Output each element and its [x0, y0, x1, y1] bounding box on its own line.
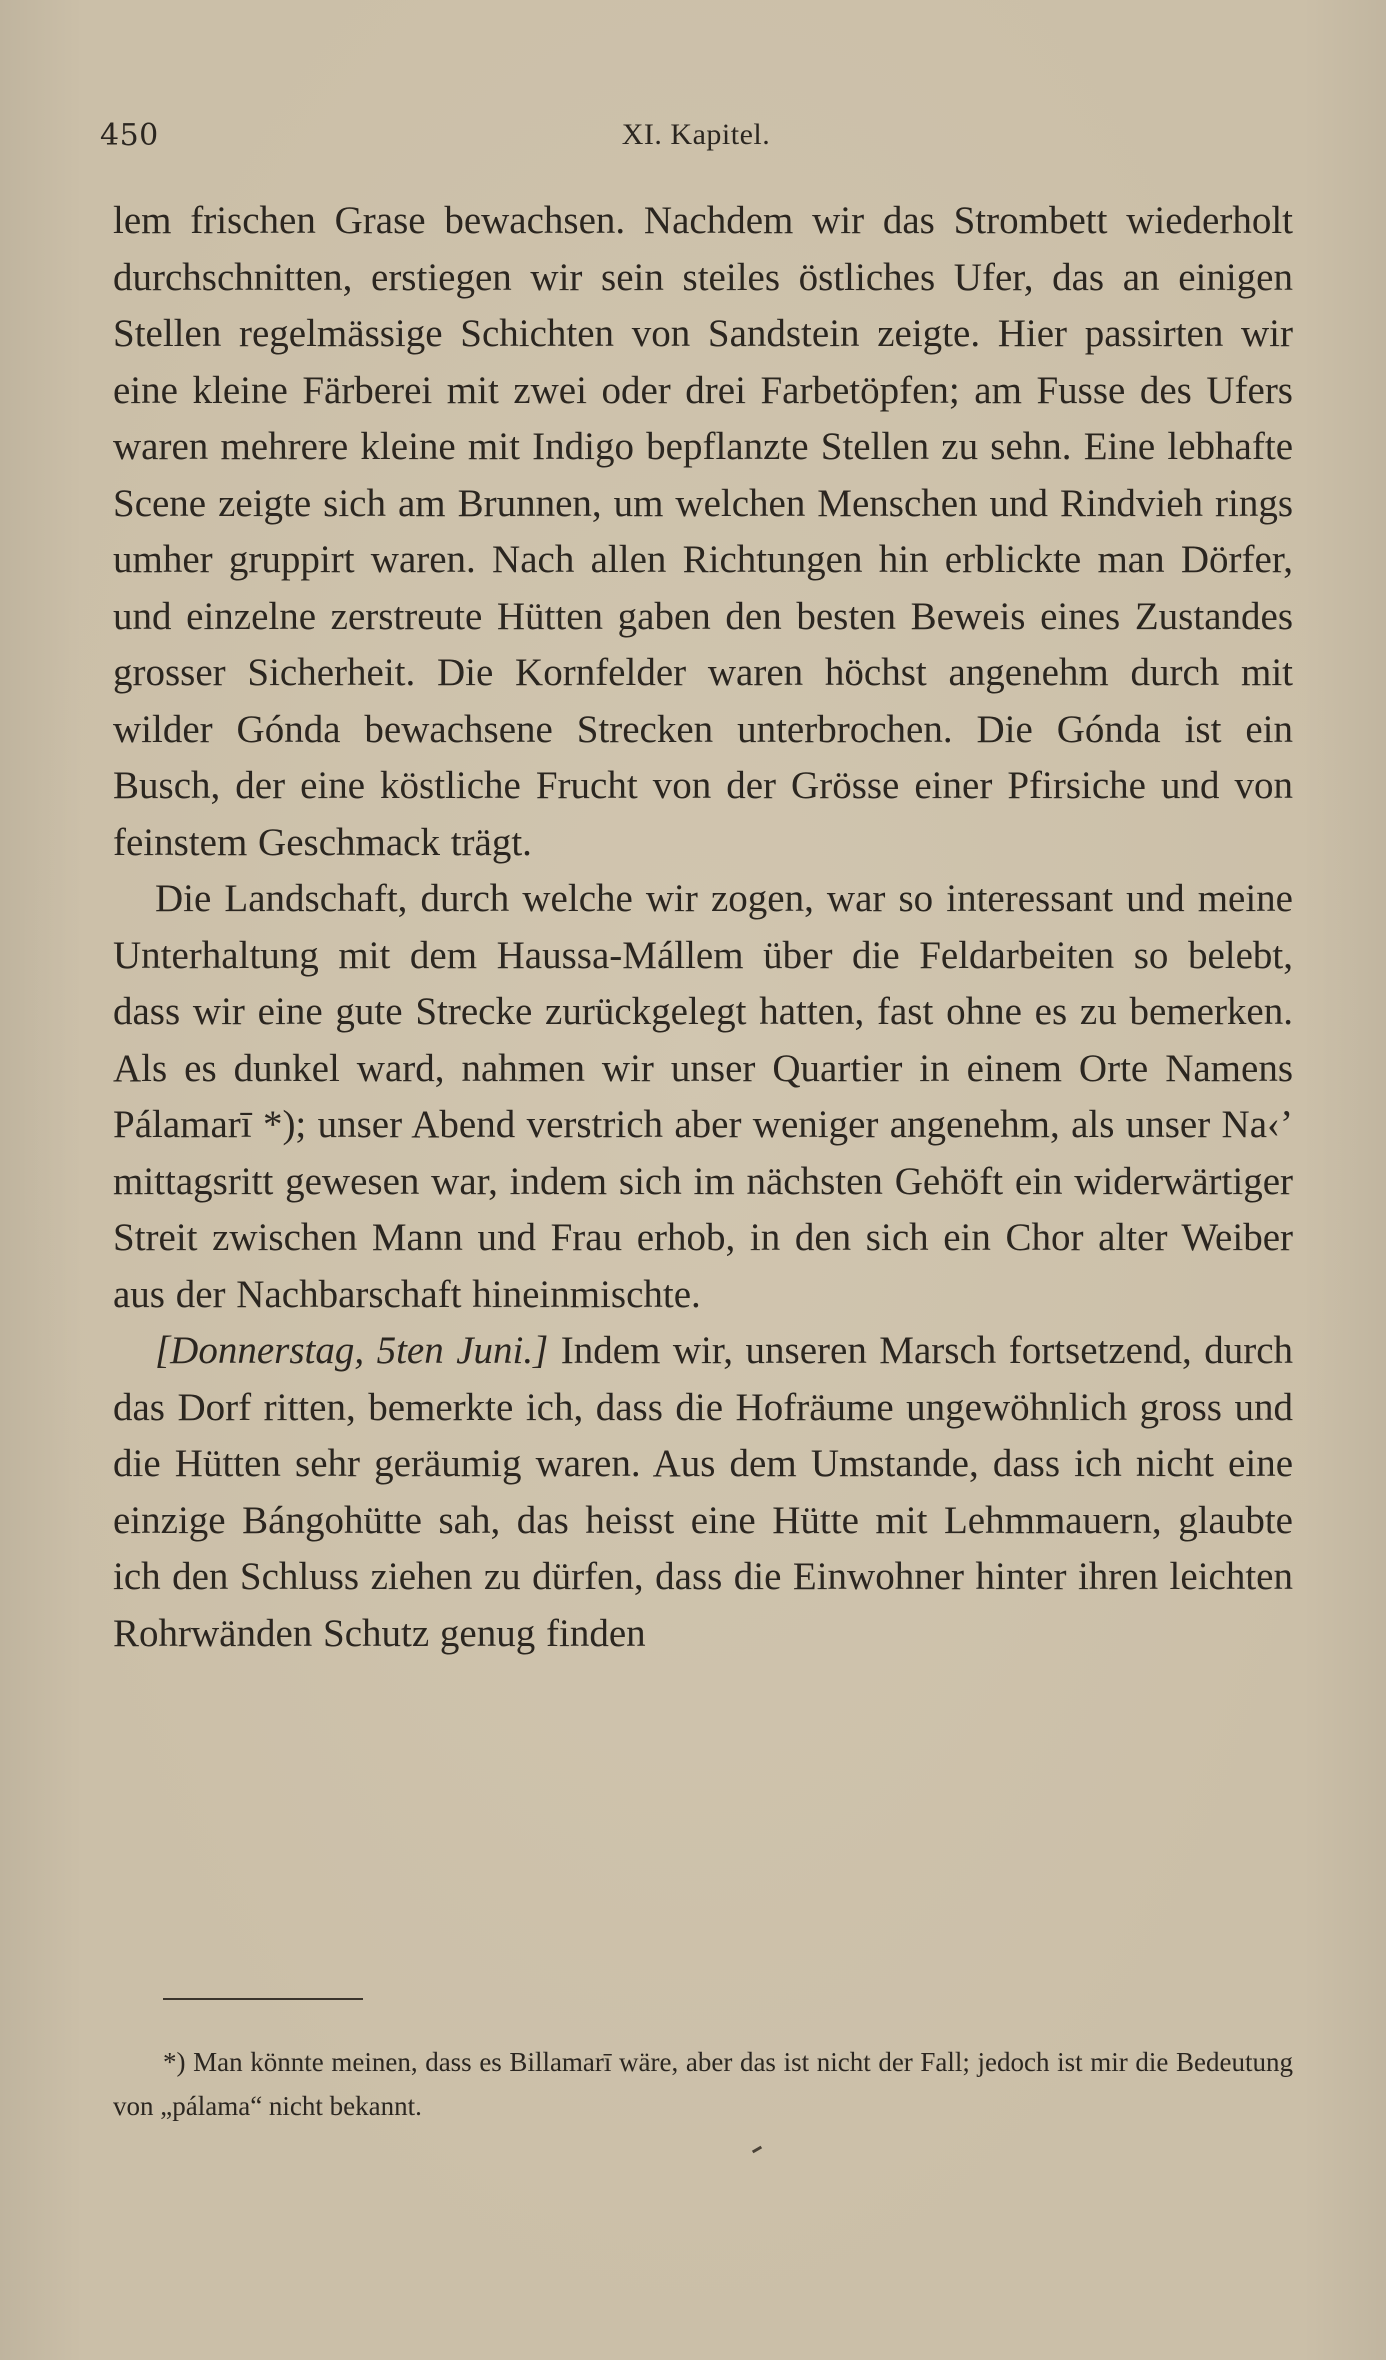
dated-paragraph-text: Indem wir, unseren Marsch fortsetzend, durch das Dorf ritten, bemerkte ich, dass die Hofräume ungewöhnlich gross und die Hütten sehr geräumig waren. Aus dem Umstande, dass ich nicht eine einzige Bángohütte sah, das heisst eine Hütte mit Lehmmauern, glaubte ich den Schluss ziehen zu dürfen, dass die Einwohner hinter ihren leichten Rohrwänden Schutz genug finden — [113, 1329, 1294, 1655]
date-marker: [Donnerstag, 5ten Juni.] — [155, 1329, 549, 1372]
paragraph-landscape: Die Landschaft, durch welche wir zogen, war so interessant und meine Unterhaltung mit dem Haussa-Mállem über die Feldarbeiten so belebt, dass wir eine gute Strecke zurückgelegt hatten, fast ohne es zu bemerken. Als es dunkel ward, nahmen wir unser Quartier in einem Orte Namens Pálamarī *); unser Abend verstrich aber weniger angenehm, als unser Na‹ʼ mittagsritt gewesen war, indem sich im nächsten Gehöft ein widerwärtiger Streit zwischen Mann und Frau erhob, in den sich ein Chor alter Weiber aus der Nachbarschaft hineinmischte. — [113, 877, 1293, 1316]
chapter-running-head: XI. Kapitel. — [621, 118, 771, 151]
footnote-divider — [163, 1998, 363, 2000]
footnotes — [113, 2040, 1293, 2128]
paragraph-dated — [113, 1323, 1293, 1662]
page-number: 450 — [100, 118, 159, 153]
printer-mark — [752, 2146, 762, 2154]
paragraph-continuation: lem frischen Grase bewachsen. Nachdem wir das Strombett wiederholt durchschnitten, erstiegen wir sein steiles östliches Ufer, das an einigen Stellen regelmässige Schichten von Sandstein zeigte. Hier passirten wir eine kleine Färberei mit zwei oder drei Farbetöpfen; am Fusse des Ufers waren mehrere kleine mit Indigo bepflanzte Stellen zu sehn. Eine lebhafte Scene zeigte sich am Brunnen, um welchen Menschen und Rindvieh rings umher gruppirt waren. Nach allen Richtungen hin erblickte man Dörfer, und einzelne zerstreute Hütten gaben den besten Beweis eines Zustandes grosser Sicherheit. Die Kornfelder waren höchst angenehm durch mit wilder Gónda bewachsene Strecken unterbrochen. Die Gónda ist ein Busch, der eine köstliche Frucht von der Grösse einer Pfirsiche und von feinstem Geschmack trägt. — [113, 199, 1293, 864]
body-text — [113, 193, 1293, 1662]
footnote-1: *) Man könnte meinen, dass es Billamarī wäre, aber das ist nicht der Fall; jedoch ist mir die Bedeutung von „pálama“ nicht bekannt. — [113, 2047, 1293, 2121]
page-header — [100, 118, 1292, 158]
